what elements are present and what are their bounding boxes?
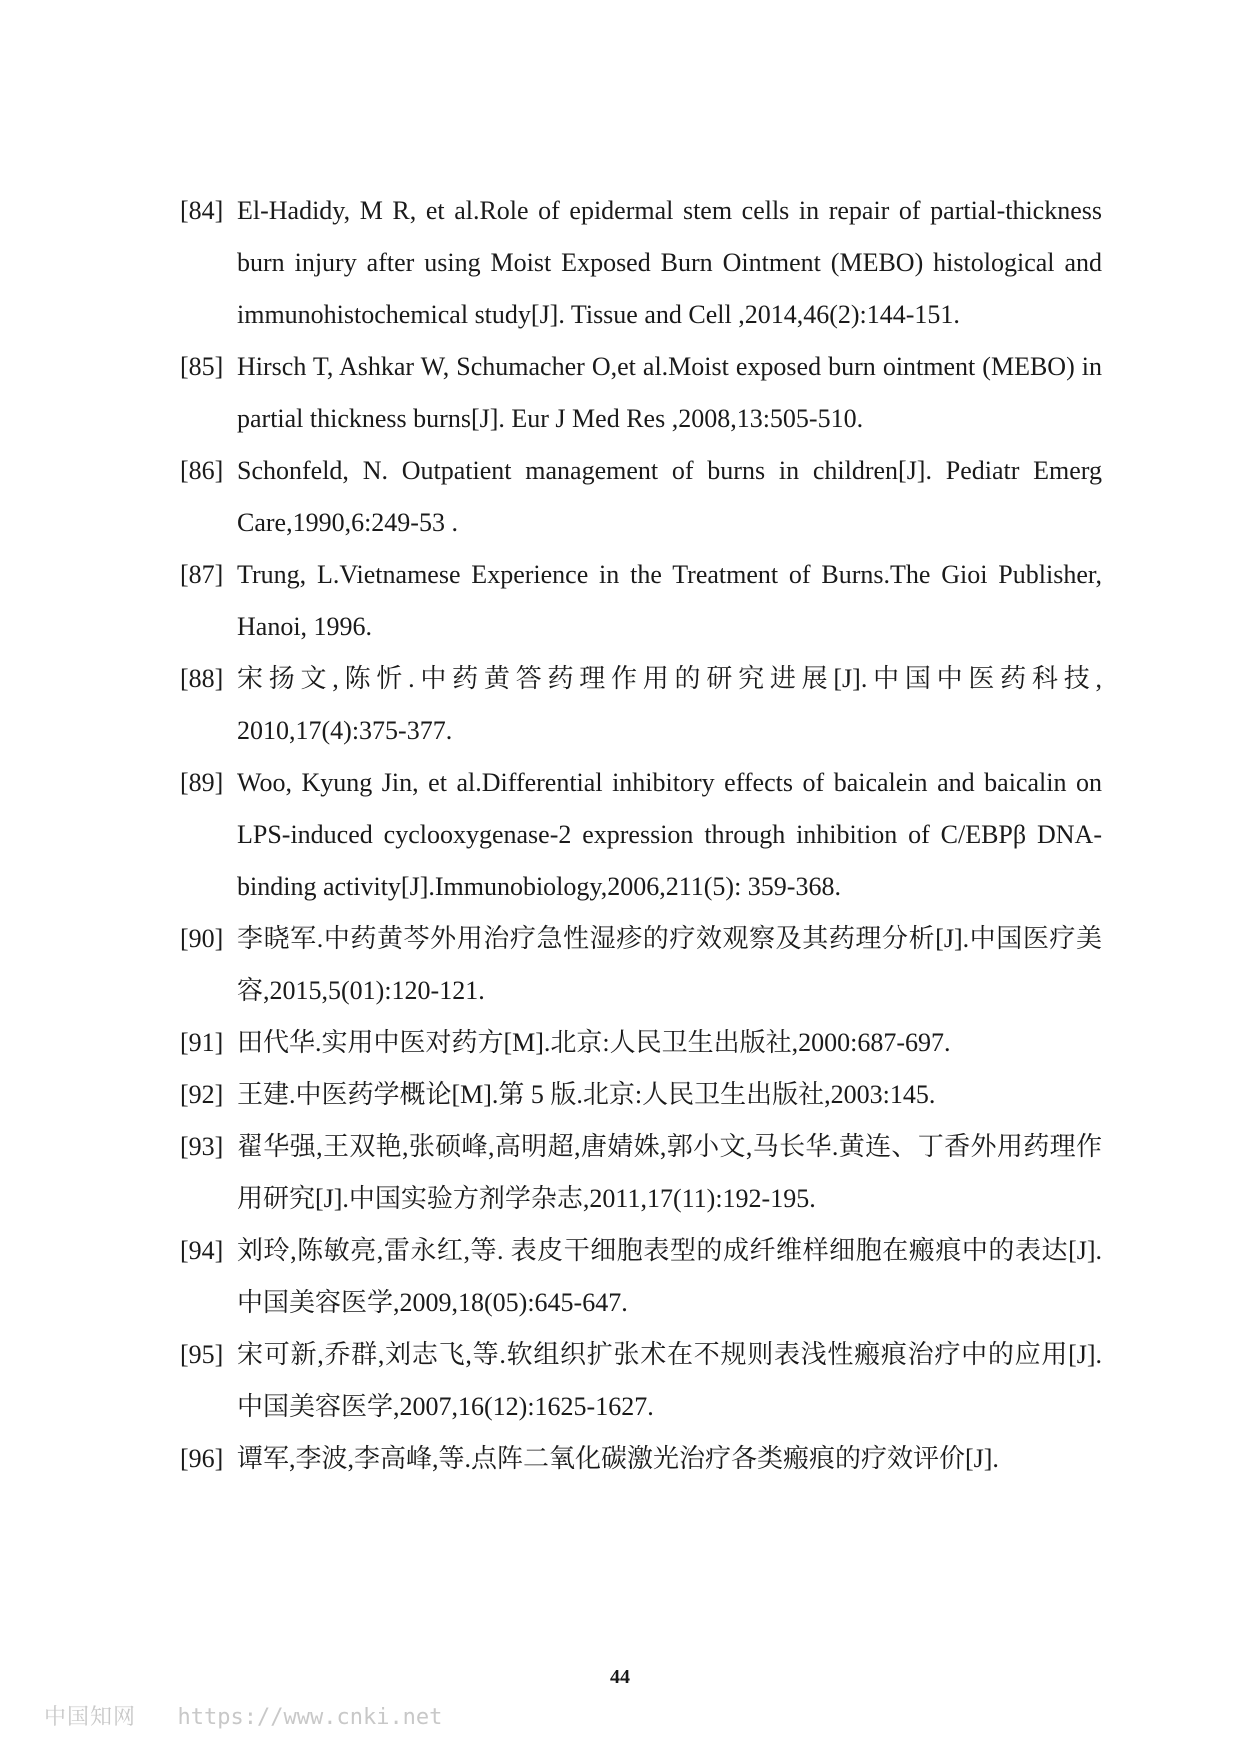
reference-text: 刘玲,陈敏亮,雷永红,等. 表皮干细胞表型的成纤维样细胞在瘢痕中的表达[J].中国美容医学,2009,18(05):645-647. [237, 1236, 1102, 1317]
reference-number: [96] [180, 1444, 224, 1473]
reference-text: 宋扬文,陈忻.中药黄答药理作用的研究进展[J].中国中医药科技, 2010,17(4):375-377. [237, 664, 1102, 745]
reference-number: [85] [180, 352, 224, 381]
reference-item [180, 1069, 1102, 1121]
reference-number: [87] [180, 560, 224, 589]
reference-number: [94] [180, 1236, 224, 1265]
reference-item [180, 913, 1102, 1017]
reference-number: [84] [180, 196, 224, 225]
reference-number: [90] [180, 924, 224, 953]
reference-item [180, 1121, 1102, 1225]
reference-text: 田代华.实用中医对药方[M].北京:人民卫生出版社,2000:687-697. [237, 1028, 951, 1057]
reference-text: El-Hadidy, M R, et al.Role of epidermal stem cells in repair of partial-thickness burn injury after using Moist Exposed Burn Ointment (MEBO) histological and immunohistochemical study[J]. Tissue and Cell ,2014,46(2):144-151. [237, 196, 1102, 329]
reference-text: 李晓军.中药黄芩外用治疗急性湿疹的疗效观察及其药理分析[J].中国医疗美容,2015,5(01):120-121. [237, 924, 1102, 1005]
reference-item [180, 185, 1102, 341]
reference-text: 宋可新,乔群,刘志飞,等.软组织扩张术在不规则表浅性瘢痕治疗中的应用[J].中国美容医学,2007,16(12):1625-1627. [237, 1340, 1102, 1421]
page-number: 44 [610, 1666, 630, 1688]
watermark-brand: 中国知网 [44, 1705, 137, 1730]
reference-item [180, 1017, 1102, 1069]
reference-list [180, 185, 1102, 1485]
watermark-url: https://www.cnki.net [177, 1705, 443, 1730]
cnki-watermark [44, 1700, 442, 1731]
reference-text: 王建.中医药学概论[M].第 5 版.北京:人民卫生出版社,2003:145. [237, 1080, 936, 1109]
reference-item [180, 653, 1102, 757]
reference-text: Schonfeld, N. Outpatient management of burns in children[J]. Pediatr Emerg Care,1990,6:249-53 . [237, 456, 1102, 537]
reference-number: [89] [180, 768, 224, 797]
reference-text: Woo, Kyung Jin, et al.Differential inhibitory effects of baicalein and baicalin on LPS-induced cyclooxygenase-2 expression through inhibition of C/EBPβ DNA-binding activity[J].Immunobiology,2006,211(5): 359-368. [237, 768, 1102, 901]
reference-number: [93] [180, 1132, 224, 1161]
reference-item [180, 549, 1102, 653]
reference-text: Hirsch T, Ashkar W, Schumacher O,et al.Moist exposed burn ointment (MEBO) in partial thickness burns[J]. Eur J Med Res ,2008,13:505-510. [237, 352, 1102, 433]
reference-number: [95] [180, 1340, 224, 1369]
reference-item [180, 1433, 1102, 1485]
reference-text: Trung, L.Vietnamese Experience in the Treatment of Burns.The Gioi Publisher, Hanoi, 1996. [237, 560, 1102, 641]
reference-item [180, 1225, 1102, 1329]
reference-text: 谭军,李波,李高峰,等.点阵二氧化碳激光治疗各类瘢痕的疗效评价[J]. [237, 1444, 999, 1473]
reference-number: [88] [180, 664, 224, 693]
reference-item [180, 445, 1102, 549]
reference-number: [91] [180, 1028, 224, 1057]
reference-number: [86] [180, 456, 224, 485]
reference-text: 翟华强,王双艳,张硕峰,高明超,唐婧姝,郭小文,马长华.黄连、丁香外用药理作用研究[J].中国实验方剂学杂志,2011,17(11):192-195. [237, 1132, 1102, 1213]
reference-item [180, 1329, 1102, 1433]
reference-item [180, 757, 1102, 913]
reference-item [180, 341, 1102, 445]
reference-number: [92] [180, 1080, 224, 1109]
